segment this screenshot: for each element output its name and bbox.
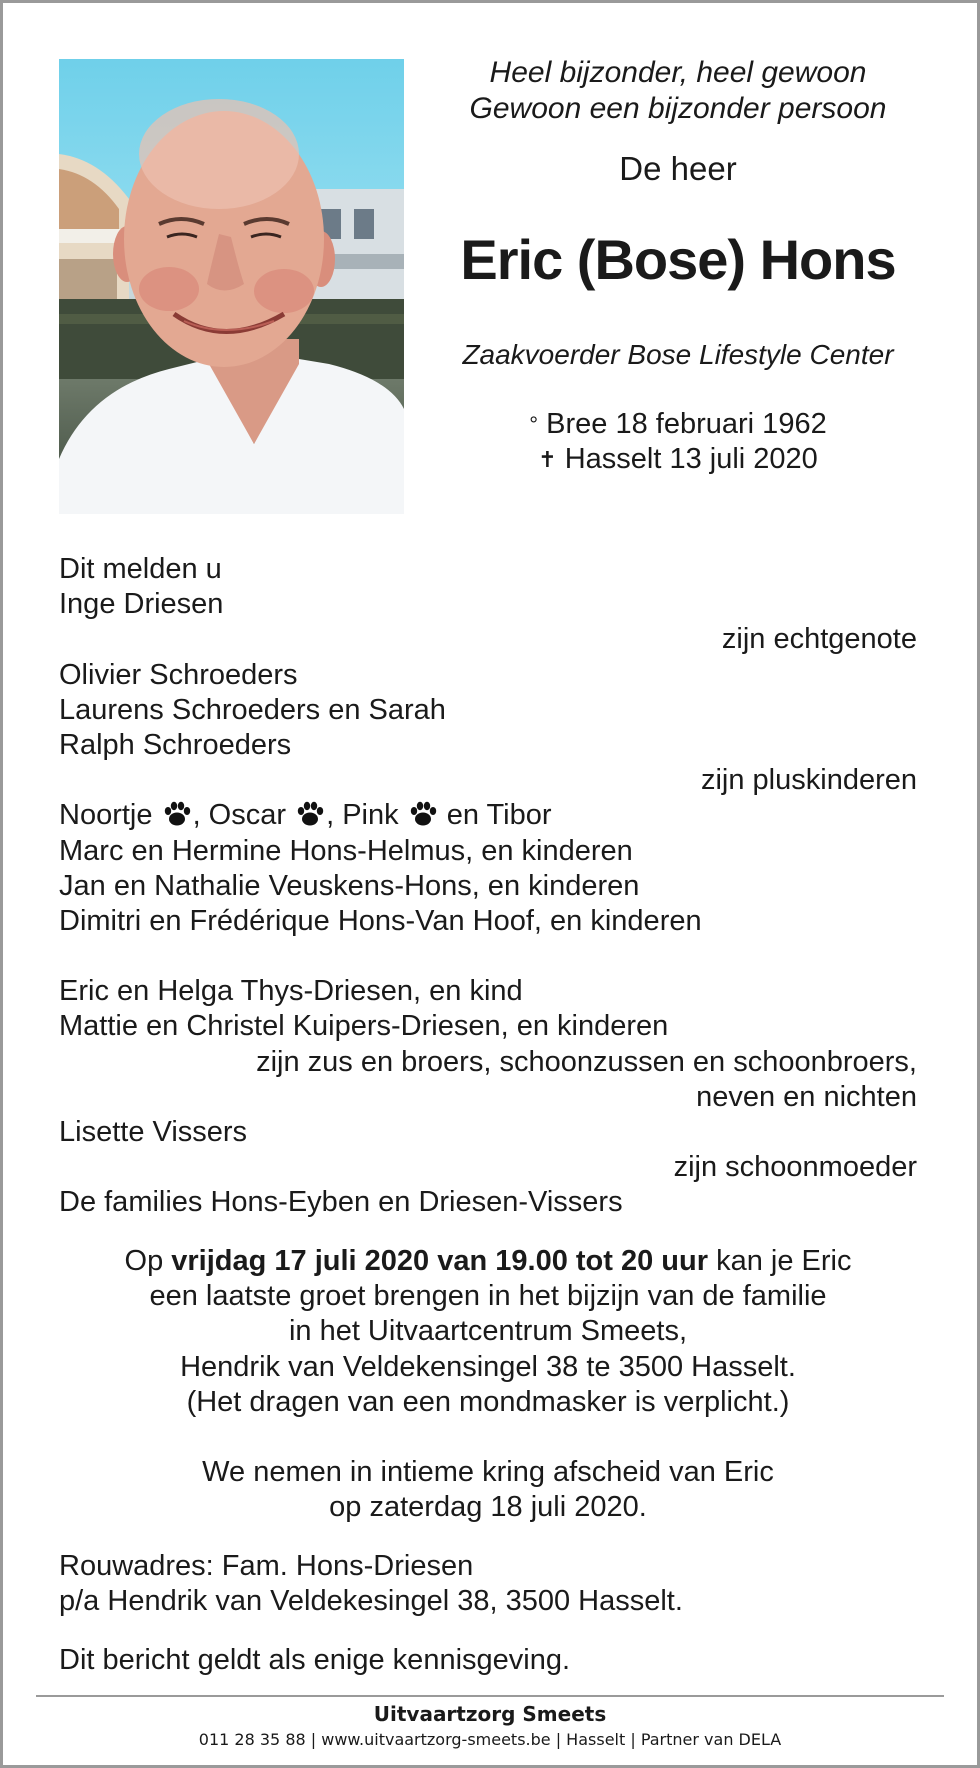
funeral-home-contact: 011 28 35 88 | www.uitvaartzorg-smeets.be | Hasselt | Partner van DELA — [198, 1730, 782, 1749]
motherinlaw-relation: zijn schoonmoeder — [673, 1151, 917, 1184]
motherinlaw-name: Lisette Vissers — [59, 1116, 248, 1148]
birth-date: Bree 18 februari 1962 — [546, 408, 827, 440]
visit-line-2: een laatste groet brengen in het bijzijn van de familie — [149, 1280, 827, 1313]
paw-print-icon — [296, 801, 324, 827]
address-line-1: Rouwadres: Fam. Hons-Driesen — [59, 1550, 474, 1582]
visit-line-4: Hendrik van Veldekensingel 38 te 3500 Hasselt. — [180, 1350, 796, 1383]
mourning-address — [59, 1549, 917, 1619]
life-dates — [423, 407, 933, 477]
birth-line — [423, 407, 933, 442]
notice-line — [59, 1643, 917, 1678]
farewell-line-2: op zaterdag 18 juli 2020. — [329, 1491, 647, 1524]
visitation-info — [59, 1244, 917, 1526]
address-line-2: p/a Hendrik van Veldekesingel 38, 3500 Hasselt. — [59, 1585, 683, 1618]
pet-name-4: en Tibor — [438, 799, 552, 832]
inlaw-1: Eric en Helga Thys-Driesen, en kind — [59, 975, 523, 1008]
memorial-quote — [423, 55, 933, 127]
pluschild-3: Ralph Schroeders — [59, 728, 292, 761]
farewell-line-1: We nemen in intieme kring afscheid van Eric — [202, 1456, 774, 1489]
visit-line-3: in het Uitvaartcentrum Smeets, — [288, 1315, 688, 1348]
cousins-relation: neven en nichten — [696, 1080, 917, 1113]
quote-line-1: Heel bijzonder, heel gewoon — [489, 56, 867, 89]
pet-name-3: , Pink — [326, 799, 399, 832]
degree-symbol: ° — [529, 412, 539, 437]
paw-print-icon — [163, 801, 191, 827]
pluschildren-relation: zijn pluskinderen — [700, 764, 917, 797]
quote-line-2: Gewoon een bijzonder persoon — [469, 92, 887, 125]
pluschild-1: Olivier Schroeders — [59, 658, 298, 691]
footer-divider — [36, 1695, 944, 1697]
notice-text: Dit bericht geldt als enige kennisgeving. — [59, 1644, 571, 1676]
sibling-2: Jan en Nathalie Veuskens-Hons, en kinderen — [59, 869, 640, 902]
intro-line: Dit melden u — [59, 553, 222, 585]
pet-name-2: , Oscar — [192, 799, 287, 832]
sibling-3: Dimitri en Frédérique Hons-Van Hoof, en kinderen — [59, 904, 702, 937]
visit-prefix: Op — [124, 1245, 172, 1277]
deceased-name: Eric (Bose) Hons — [460, 228, 896, 291]
pets-line — [59, 798, 917, 833]
spouse-relation: zijn echtgenote — [721, 623, 917, 656]
visit-line-1 — [59, 1244, 917, 1279]
cross-icon: ✝ — [538, 447, 557, 472]
pluschild-2: Laurens Schroeders en Sarah — [59, 693, 446, 726]
siblings-relation: zijn zus en broers, schoonzussen en schoonbroers, — [256, 1045, 917, 1078]
spacer — [59, 1420, 917, 1455]
visit-suffix: kan je Eric — [708, 1245, 852, 1277]
pet-name-1: Noortje — [59, 799, 153, 832]
spouse-name: Inge Driesen — [59, 588, 224, 621]
death-line — [423, 442, 933, 477]
portrait-photo — [59, 59, 404, 514]
death-date: Hasselt 13 juli 2020 — [564, 443, 818, 475]
paw-print-icon — [409, 801, 437, 827]
family-list — [59, 552, 917, 1221]
families-line: De families Hons-Eyben en Driesen-Vissers — [59, 1186, 623, 1219]
visit-datetime: vrijdag 17 juli 2020 van 19.00 tot 20 uur — [171, 1245, 709, 1277]
funeral-home-name: Uitvaartzorg Smeets — [373, 1702, 607, 1726]
spacer — [59, 939, 917, 974]
sibling-1: Marc en Hermine Hons-Helmus, en kinderen — [59, 834, 633, 867]
inlaw-2: Mattie en Christel Kuipers-Driesen, en kinderen — [59, 1010, 669, 1043]
deceased-role: Zaakvoerder Bose Lifestyle Center — [462, 339, 894, 370]
visit-line-5: (Het dragen van een mondmasker is verplicht.) — [186, 1385, 790, 1418]
honorific: De heer — [619, 150, 737, 187]
